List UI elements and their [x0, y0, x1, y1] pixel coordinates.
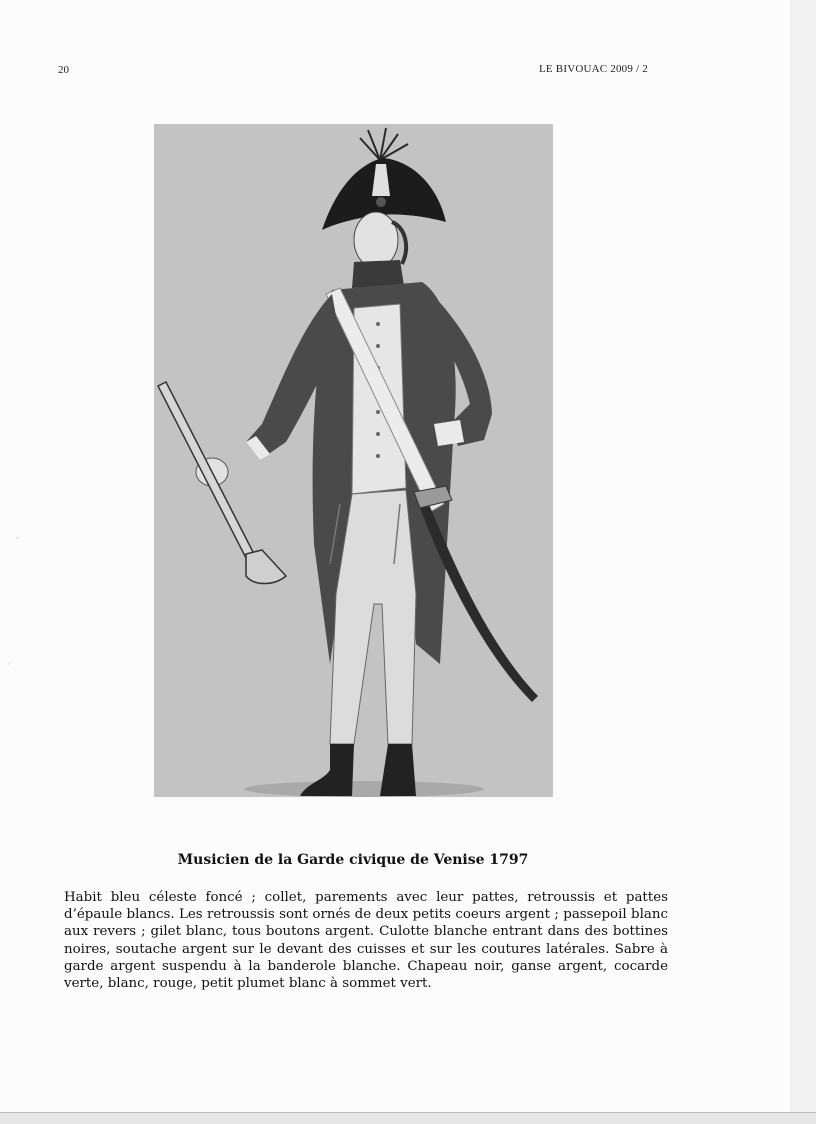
running-head: LE BIVOUAC 2009 / 2	[539, 63, 648, 75]
soldier-illustration	[154, 124, 553, 797]
scan-edge-right	[790, 0, 816, 1123]
scan-edge-bottom	[0, 1112, 816, 1124]
scan-mark: ·	[8, 660, 11, 670]
figure-description: Habit bleu céleste foncé ; collet, parements avec leur pattes, retroussis et pattes d’épaule blancs. Les retroussis sont ornés de deux petits coeurs argent ; passepoil blanc aux revers ; gilet blanc, tous boutons argent. Culotte blanche entrant dans des bottines noires, soutache argent sur le devant des cuisses et sur les coutures latérales. Sabre à garde argent suspendu à la banderole blanche. Chapeau noir, ganse argent, cocarde verte, blanc, rouge, petit plumet blanc à sommet vert.	[64, 890, 668, 992]
face	[354, 212, 398, 268]
page-number: 20	[58, 64, 69, 76]
scan-mark: ·	[16, 534, 19, 544]
figure-caption: Musicien de la Garde civique de Venise 1797	[177, 852, 529, 868]
musician-engraving	[154, 124, 553, 797]
